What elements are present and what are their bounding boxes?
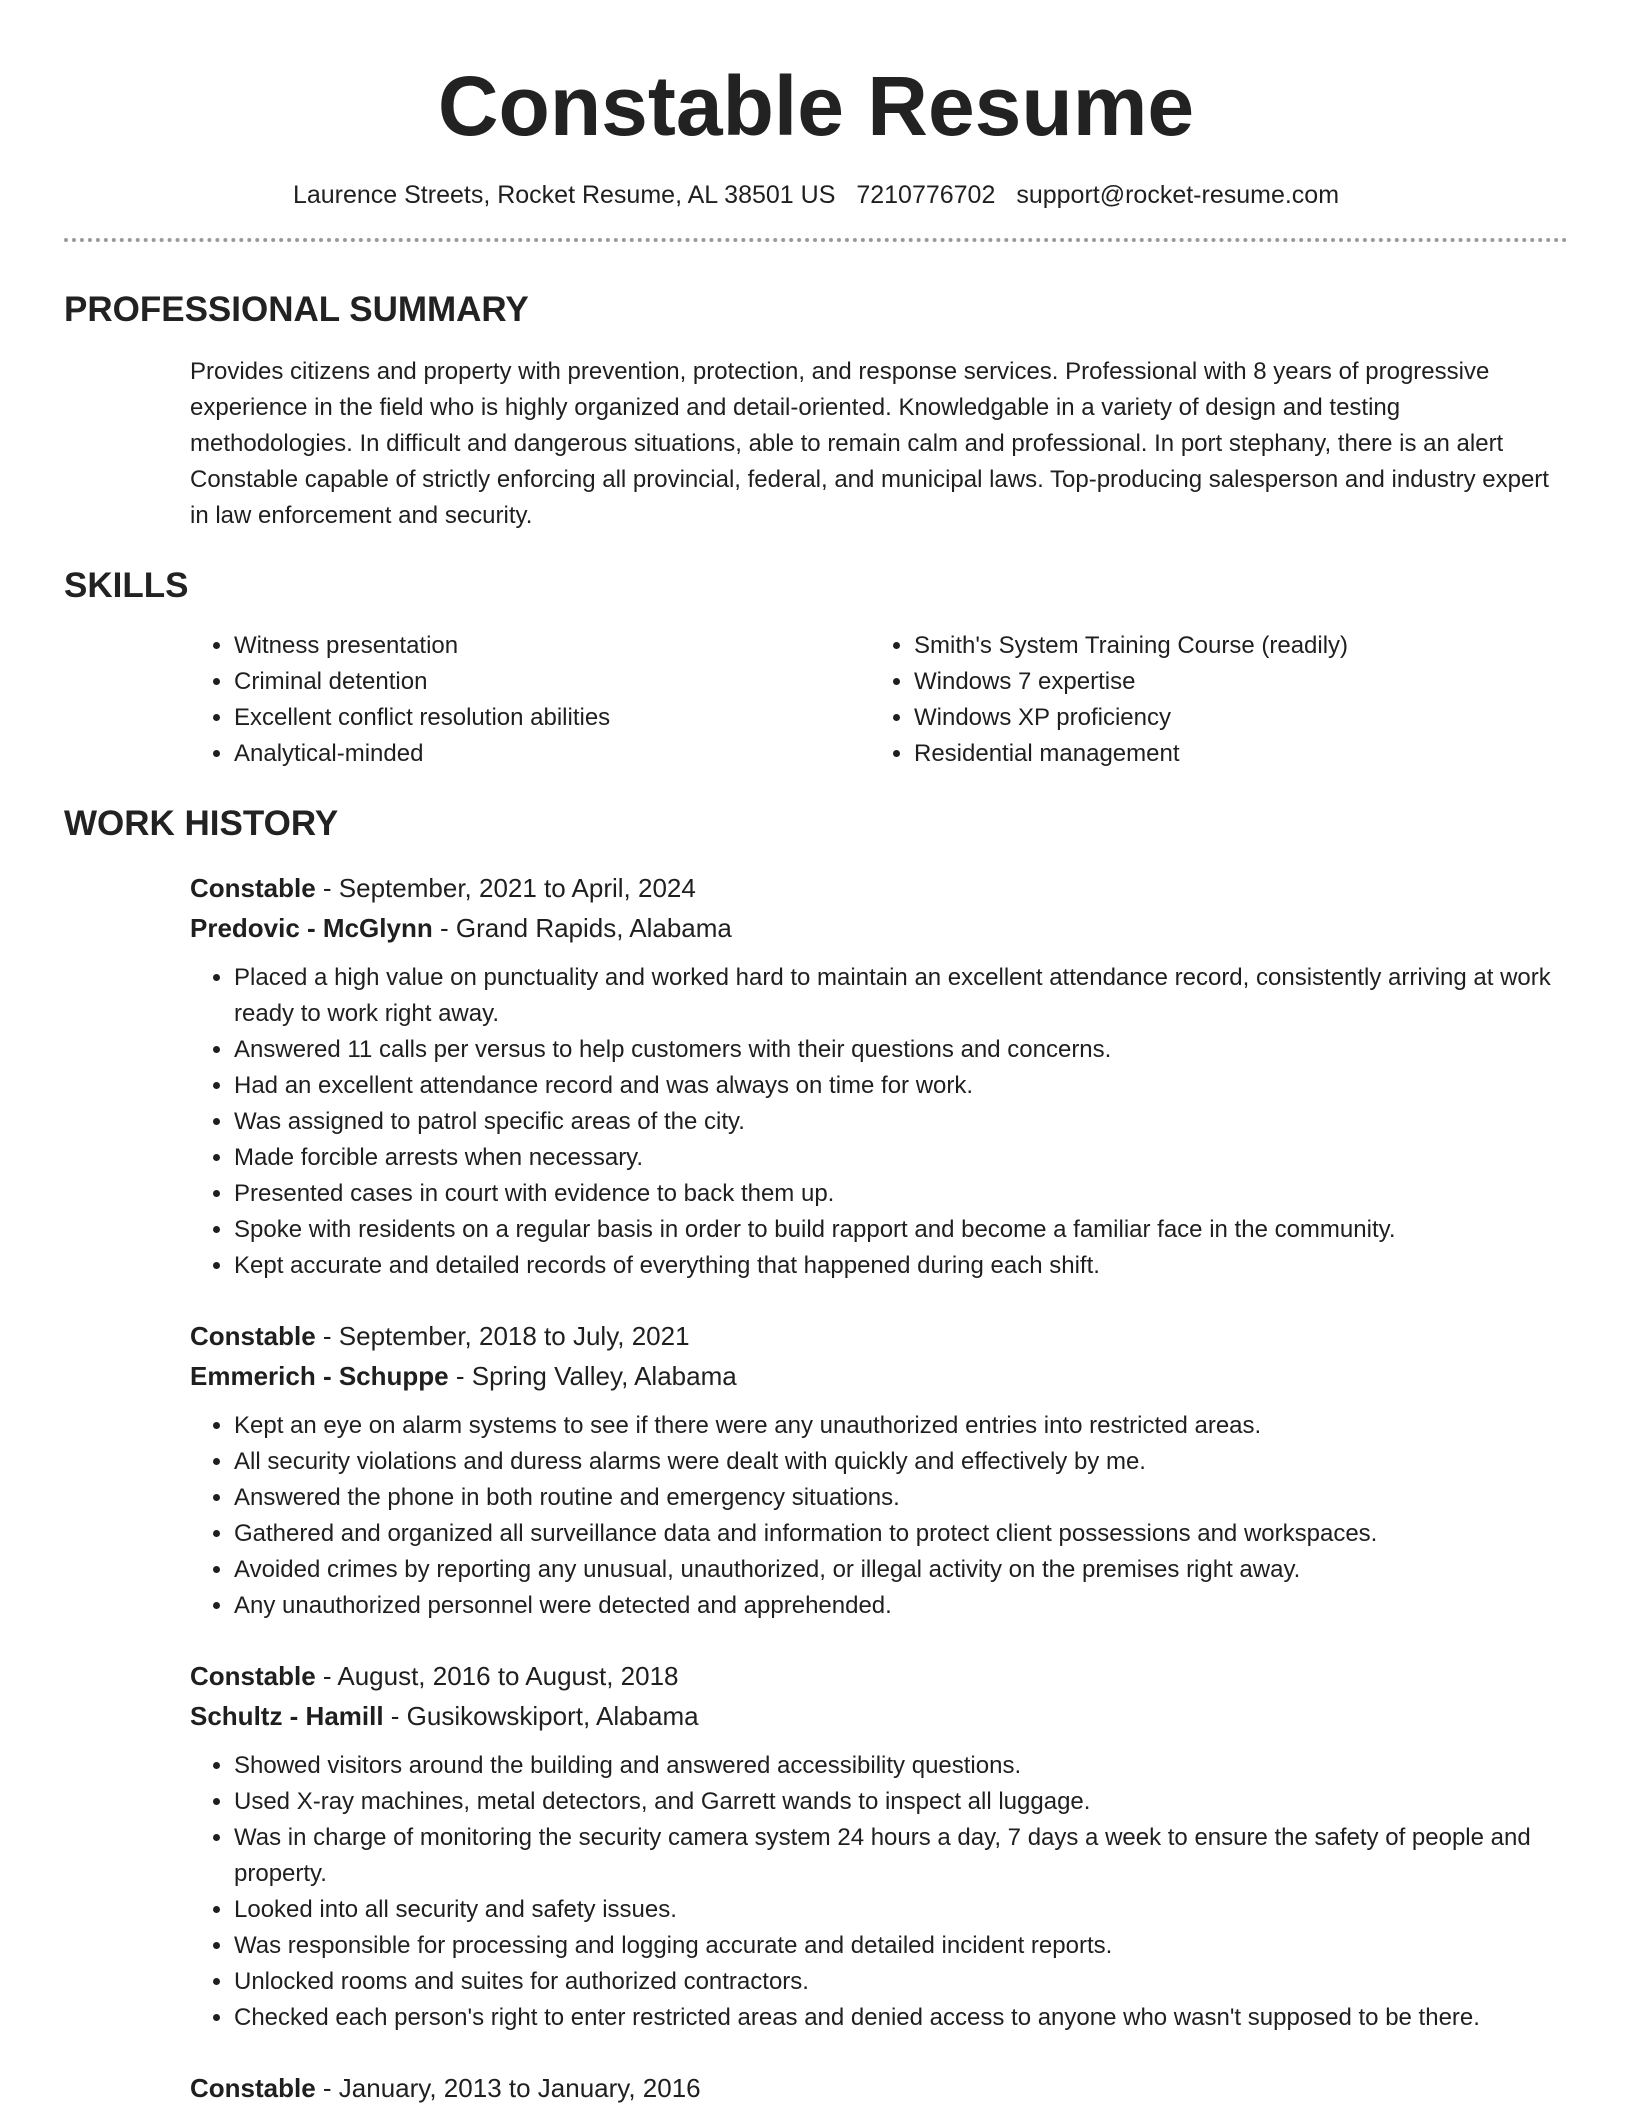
resume-title: Constable Resume <box>437 59 1195 153</box>
job-bullet: • Placed a high value on punctuality and worked hard to maintain an excellent attendance record, consistently arriving at work ready to work right away. <box>234 960 1568 1032</box>
job-bullet: • Avoided crimes by reporting any unusual, unauthorized, or illegal activity on the premises right away. <box>234 1552 1568 1588</box>
job-location: - Spring Valley, Alabama <box>448 1361 737 1391</box>
job-entry <box>190 2068 1568 2108</box>
job-bullet: • Was assigned to patrol specific areas of the city. <box>234 1104 1568 1140</box>
job-title: Constable <box>190 873 316 903</box>
job-location: - Grand Rapids, Alabama <box>432 913 732 943</box>
contact-address: Laurence Streets, Rocket Resume, AL 38501 US <box>292 181 836 209</box>
summary-heading: PROFESSIONAL SUMMARY <box>64 290 529 329</box>
job-company: Schultz - Hamill <box>190 1701 384 1731</box>
job-bullet: • Was in charge of monitoring the security camera system 24 hours a day, 7 days a week to ensure the safety of people and property. <box>234 1820 1568 1892</box>
skill-item: • Windows 7 expertise <box>914 664 1568 700</box>
work-history-heading: WORK HISTORY <box>64 804 339 843</box>
skill-item: • Witness presentation <box>234 628 870 664</box>
skill-item: • Analytical-minded <box>234 736 870 772</box>
job-bullet: • Checked each person's right to enter restricted areas and denied access to anyone who wasn't supposed to be there. <box>234 2000 1568 2036</box>
job-bullet: • Looked into all security and safety issues. <box>234 1892 1568 1928</box>
job-bullet-list <box>190 1408 1568 1624</box>
job-bullet: • Used X-ray machines, metal detectors, and Garrett wands to inspect all luggage. <box>234 1784 1568 1820</box>
job-bullet: • Kept an eye on alarm systems to see if there were any unauthorized entries into restricted areas. <box>234 1408 1568 1444</box>
job-dates: - August, 2016 to August, 2018 <box>315 1661 679 1691</box>
job-company: Emmerich - Schuppe <box>190 1361 449 1391</box>
job-bullet: • Spoke with residents on a regular basis in order to build rapport and become a familiar face in the community. <box>234 1212 1568 1248</box>
job-bullet: • All security violations and duress alarms were dealt with quickly and effectively by me. <box>234 1444 1568 1480</box>
job-bullet: • Kept accurate and detailed records of everything that happened during each shift. <box>234 1248 1568 1284</box>
skills-column-left <box>190 628 870 772</box>
job-entry <box>190 1316 1568 1624</box>
job-bullet: • Presented cases in court with evidence to back them up. <box>234 1176 1568 1212</box>
skill-item: • Smith's System Training Course (readily) <box>914 628 1568 664</box>
job-title-line <box>190 2068 1568 2108</box>
job-title: Constable <box>190 1321 316 1351</box>
job-entry <box>190 1656 1568 2036</box>
job-bullet: • Made forcible arrests when necessary. <box>234 1140 1568 1176</box>
job-bullet: • Answered the phone in both routine and emergency situations. <box>234 1480 1568 1516</box>
skill-item: • Windows XP proficiency <box>914 700 1568 736</box>
skills-list <box>190 628 1568 772</box>
job-dates: - January, 2013 to January, 2016 <box>315 2073 701 2103</box>
job-title-line <box>190 1316 1568 1356</box>
job-bullet: • Unlocked rooms and suites for authorized contractors. <box>234 1964 1568 2000</box>
header-divider <box>64 238 1568 242</box>
job-title: Constable <box>190 2073 316 2103</box>
job-title-line <box>190 1656 1568 1696</box>
skill-item: • Residential management <box>914 736 1568 772</box>
job-entry <box>190 868 1568 1284</box>
contact-email: support@rocket-resume.com <box>1016 181 1340 209</box>
job-bullet: • Answered 11 calls per versus to help customers with their questions and concerns. <box>234 1032 1568 1068</box>
skill-item: • Excellent conflict resolution abilities <box>234 700 870 736</box>
job-company: Predovic - McGlynn <box>190 913 433 943</box>
job-title: Constable <box>190 1661 316 1691</box>
job-bullet: • Any unauthorized personnel were detected and apprehended. <box>234 1588 1568 1624</box>
job-bullet: • Showed visitors around the building and answered accessibility questions. <box>234 1748 1568 1784</box>
summary-text: Provides citizens and property with prevention, protection, and response services. Professional with 8 years of progressive experience in the field who is highly organized and detail-oriented. Knowledgable in a variety of design and testing methodologies. In difficult and dangerous situations, able to remain calm and professional. In port stephany, there is an alert Constable capable of strictly enforcing all provincial, federal, and municipal laws. Top-producing salesperson and industry expert in law enforcement and security. <box>190 358 1549 529</box>
job-title-line <box>190 868 1568 908</box>
job-location: - Gusikowskiport, Alabama <box>383 1701 699 1731</box>
job-company-line <box>190 1696 1568 1736</box>
job-company-line <box>190 908 1568 948</box>
skills-heading: SKILLS <box>64 566 189 605</box>
job-dates: - September, 2021 to April, 2024 <box>315 873 696 903</box>
job-bullet: • Was responsible for processing and logging accurate and detailed incident reports. <box>234 1928 1568 1964</box>
job-company-line <box>190 1356 1568 1396</box>
contact-phone: 7210776702 <box>856 181 996 209</box>
skills-column-right <box>870 628 1568 772</box>
job-bullet-list <box>190 1748 1568 2036</box>
job-bullet: • Gathered and organized all surveillance data and information to protect client possessions and workspaces. <box>234 1516 1568 1552</box>
job-dates: - September, 2018 to July, 2021 <box>315 1321 690 1351</box>
job-bullet-list <box>190 960 1568 1284</box>
contact-line <box>64 178 1568 212</box>
job-bullet: • Had an excellent attendance record and was always on time for work. <box>234 1068 1568 1104</box>
skill-item: • Criminal detention <box>234 664 870 700</box>
